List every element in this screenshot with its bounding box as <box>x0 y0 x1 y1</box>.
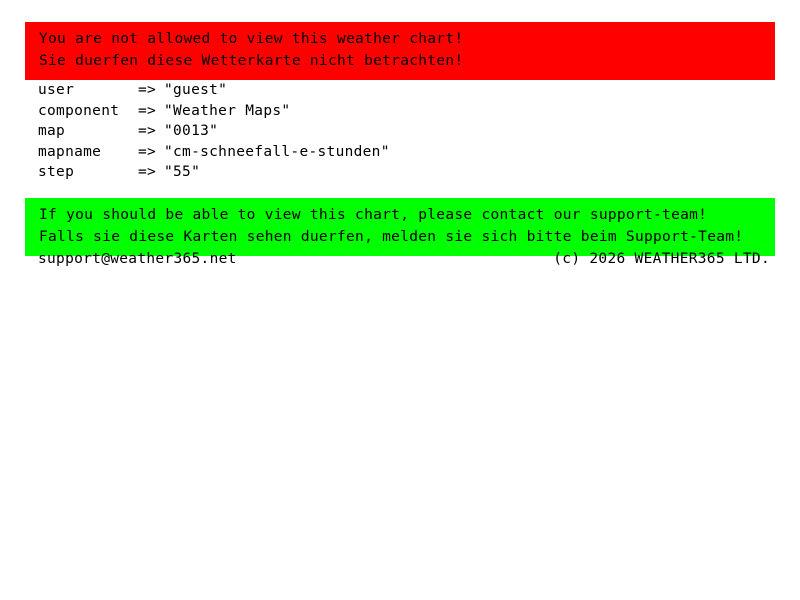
parameter-row-mapname <box>38 142 390 163</box>
info-banner-line-en: If you should be able to view this chart, please contact our support-team! <box>39 207 708 223</box>
parameter-key: user <box>38 82 75 98</box>
error-banner-line-en: You are not allowed to view this weather chart! <box>39 31 464 47</box>
parameter-arrow: => <box>138 82 157 98</box>
parameter-arrow: => <box>138 164 157 181</box>
parameter-value: "0013" <box>164 123 219 140</box>
support-email-link[interactable]: support@weather365.net <box>38 251 237 267</box>
parameter-row-component <box>38 101 390 122</box>
error-banner-line-de: Sie duerfen diese Wetterkarte nicht betrachten! <box>39 53 464 69</box>
copyright-text: (c) 2026 WEATHER365 LTD. <box>553 251 770 267</box>
parameter-arrow: => <box>138 102 157 119</box>
footer <box>38 249 770 269</box>
parameter-row-map <box>38 121 390 142</box>
parameter-value: "55" <box>164 164 201 181</box>
error-banner <box>25 22 775 80</box>
info-banner <box>25 198 775 256</box>
parameter-arrow: => <box>138 143 157 160</box>
parameter-row-step <box>38 162 390 183</box>
parameter-key: map <box>38 123 66 140</box>
parameter-key: mapname <box>38 143 102 160</box>
parameter-arrow: => <box>138 123 157 140</box>
parameter-row-user <box>38 80 390 101</box>
info-banner-line-de: Falls sie diese Karten sehen duerfen, melden sie sich bitte beim Support-Team! <box>39 229 744 245</box>
parameter-list <box>38 80 390 183</box>
parameter-value: "cm-schneefall-e-stunden" <box>164 143 390 160</box>
parameter-value: "guest" <box>164 82 228 98</box>
parameter-key: step <box>38 164 75 181</box>
parameter-key: component <box>38 102 120 119</box>
parameter-value: "Weather Maps" <box>164 102 291 119</box>
